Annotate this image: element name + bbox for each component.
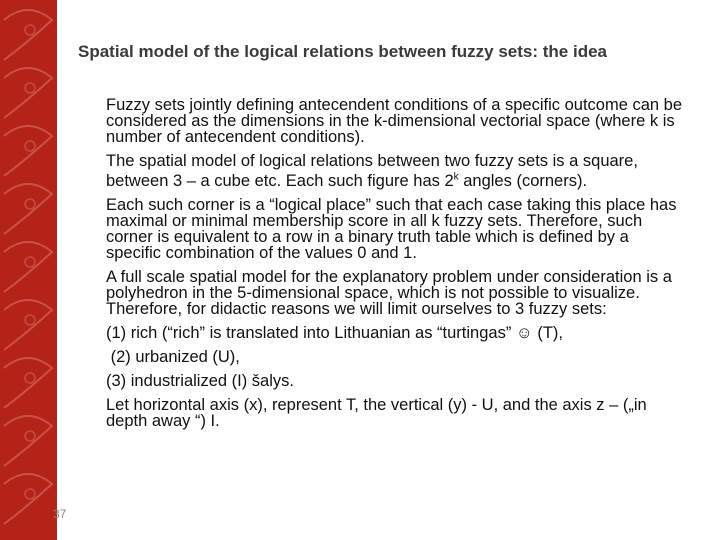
ornament-pattern bbox=[0, 0, 57, 540]
bullet-item bbox=[85, 397, 685, 429]
ornament-circle bbox=[25, 373, 35, 383]
bullet-item bbox=[85, 153, 685, 189]
slide-content bbox=[57, 0, 720, 540]
ornament-circle bbox=[25, 315, 35, 325]
ornament-circle bbox=[25, 199, 35, 209]
bullet-item bbox=[85, 349, 685, 365]
bullet-text: (3) industrialized (I) šalys. bbox=[106, 371, 294, 390]
ornament-circle bbox=[25, 489, 35, 499]
bullet-text: The spatial model of logical relations between two fuzzy sets is a square, between 3 – a cube etc. Each such figure has 2$^k$ angles (corners). bbox=[106, 152, 638, 190]
bullet-text: (1) rich (“rich” is translated into Lithuanian as “turtingas” ☺ (T), bbox=[106, 323, 563, 342]
ornament-circle bbox=[25, 25, 35, 35]
bullet-item bbox=[85, 97, 685, 145]
bullet-item bbox=[85, 269, 685, 317]
bullet-text: (2) urbanized (U), bbox=[106, 347, 240, 366]
page-number: 37 bbox=[53, 507, 67, 521]
slide-title: Spatial model of the logical relations between fuzzy sets: the idea bbox=[78, 42, 608, 61]
superscript-k: k bbox=[453, 171, 459, 182]
ornament-circle bbox=[25, 257, 35, 267]
bullet-item bbox=[85, 325, 685, 341]
decorative-side-band bbox=[0, 0, 57, 540]
bullet-item bbox=[85, 373, 685, 389]
ornament-circle bbox=[25, 431, 35, 441]
ornament-circle bbox=[25, 83, 35, 93]
ornament-circle bbox=[25, 141, 35, 151]
bullet-list bbox=[85, 97, 685, 437]
bullet-text: Fuzzy sets jointly defining antecendent conditions of a specific outcome can be considered as the dimensions in the k-dimensional vectorial space (where k is number of antecendent conditions). bbox=[106, 96, 683, 146]
bullet-item bbox=[85, 197, 685, 261]
bullet-text: Let horizontal axis (x), represent T, the vertical (y) - U, and the axis z – („in depth away “) I. bbox=[106, 395, 647, 430]
bullet-text: A full scale spatial model for the explanatory problem under consideration is a polyhedron in the 5-dimensional space, which is not possible to visualize. Therefore, for didactic reasons we will limit ourselves to 3 fuzzy sets: bbox=[106, 267, 672, 318]
bullet-text: Each such corner is a “logical place” such that each case taking this place has maximal or minimal membership score in all k fuzzy sets. Therefore, such corner is equivalent to a row in a binary truth table which is defined by a specific combination of the values 0 and 1. bbox=[106, 195, 677, 262]
